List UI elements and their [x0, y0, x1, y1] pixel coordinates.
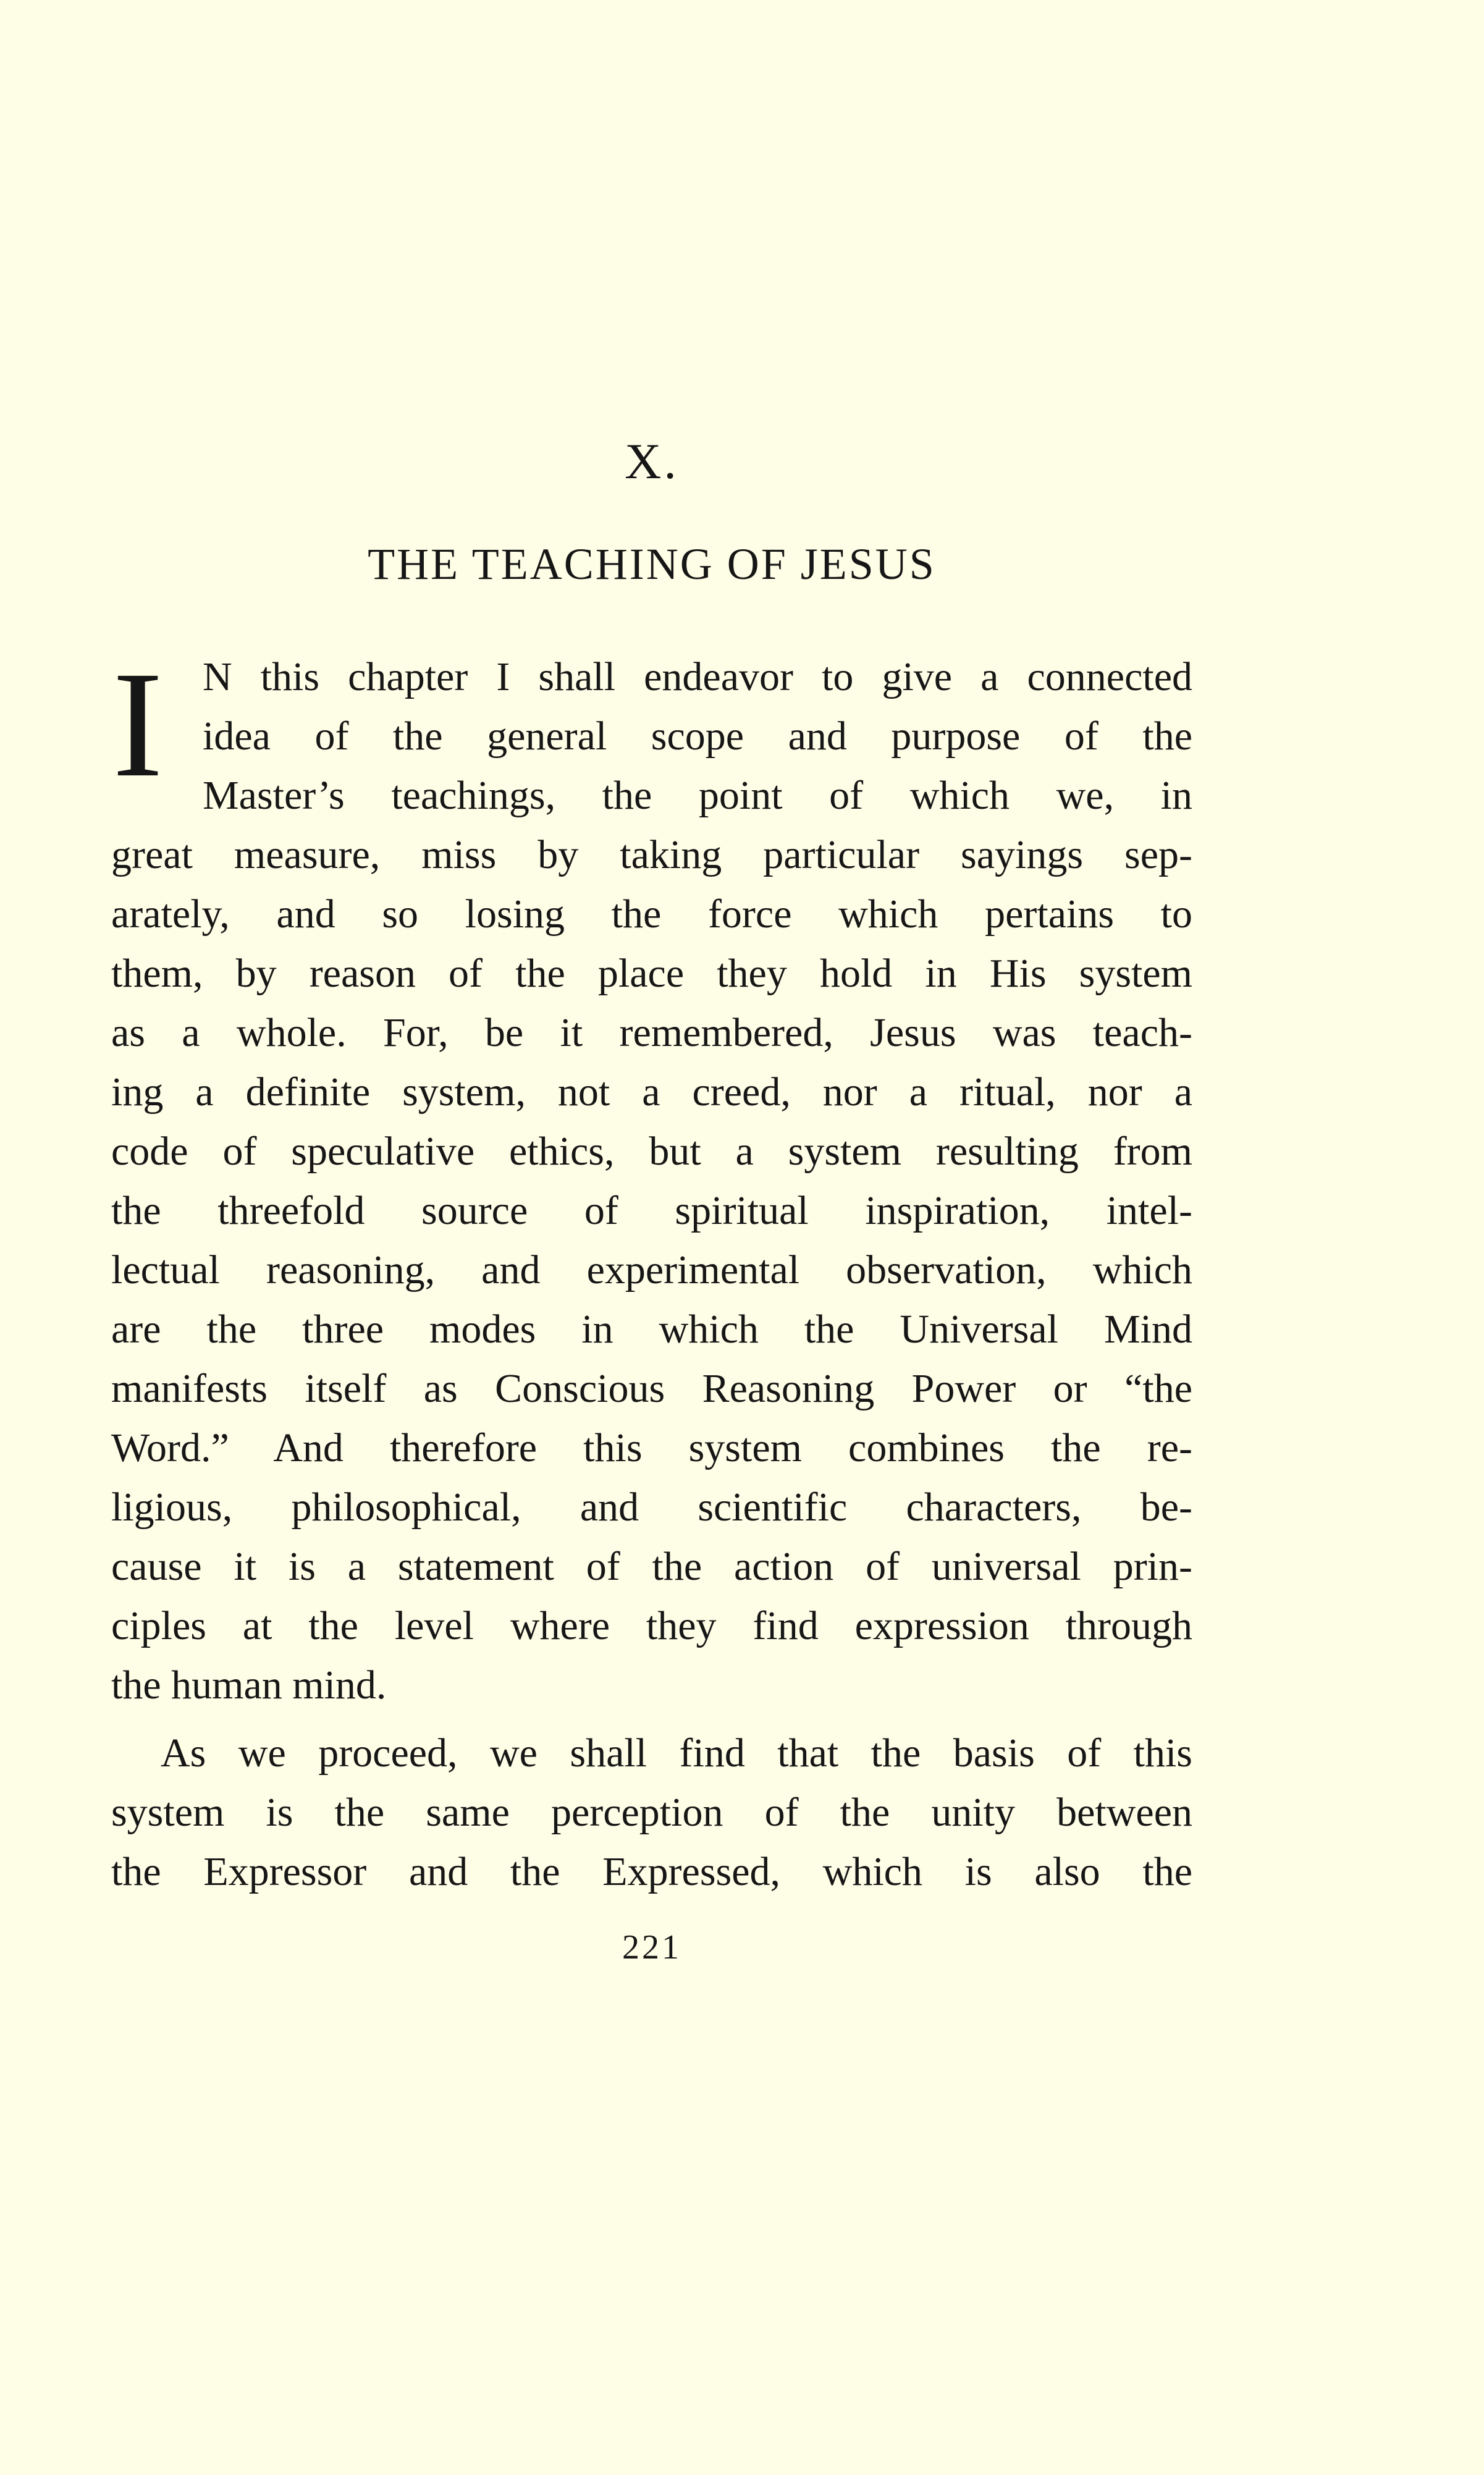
paragraph-gap	[111, 1715, 1192, 1724]
text-line: are the three modes in which the Universal Mind	[111, 1307, 1192, 1352]
text-line: great measure, miss by taking particular sayings sep-	[111, 832, 1192, 877]
text-line: ing a definite system, not a creed, nor a ritual, nor a	[111, 1069, 1192, 1115]
body-text	[111, 641, 1192, 1902]
text-line: code of speculative ethics, but a system resulting from	[111, 1129, 1192, 1174]
text-line: N this chapter I shall endeavor to give a connected	[203, 654, 1192, 699]
text-line: the Expressor and the Expressed, which is also the	[111, 1849, 1192, 1894]
text-line: ligious, philosophical, and scientific characters, be-	[111, 1485, 1192, 1530]
drop-cap: I	[112, 641, 163, 809]
text-line: arately, and so losing the force which pertains to	[111, 892, 1192, 937]
text-line: Master’s teachings, the point of which we, in	[203, 773, 1192, 818]
text-line: As we proceed, we shall find that the basis of this	[161, 1731, 1192, 1776]
text-line: the threefold source of spiritual inspiration, intel-	[111, 1188, 1192, 1233]
text-line: them, by reason of the place they hold in His system	[111, 951, 1192, 996]
text-line: Word.” And therefore this system combines the re-	[111, 1425, 1192, 1470]
chapter-number: X.	[625, 433, 679, 489]
text-line: manifests itself as Conscious Reasoning Power or “the	[111, 1366, 1192, 1411]
text-line: ciples at the level where they find expression through	[111, 1603, 1192, 1648]
text-line: lectual reasoning, and experimental observation, which	[111, 1247, 1192, 1292]
page-number: 221	[622, 1928, 681, 1967]
text-line: system is the same perception of the unity between	[111, 1790, 1192, 1835]
chapter-title: THE TEACHING OF JESUS	[368, 539, 936, 589]
text-line: the human mind.	[111, 1663, 387, 1708]
text-line: idea of the general scope and purpose of the	[203, 714, 1192, 759]
text-line: as a whole. For, be it remembered, Jesus was teach-	[111, 1010, 1192, 1055]
text-line: cause it is a statement of the action of universal prin-	[111, 1544, 1192, 1589]
